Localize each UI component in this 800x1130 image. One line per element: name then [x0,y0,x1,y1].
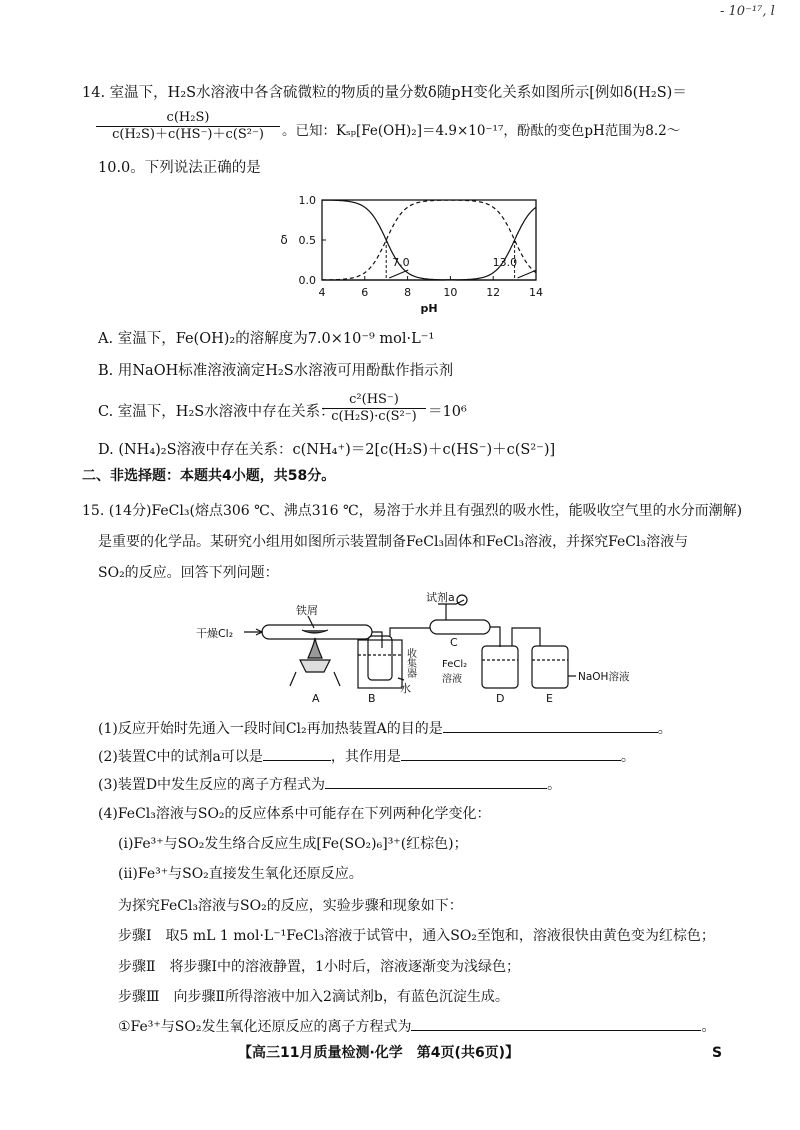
x-tick-label-8: 8 [404,286,412,299]
q14-fraction-denominator: c(H₂S)＋c(HS⁻)＋c(S²⁻) [96,126,280,143]
stand-leg-2 [334,672,340,686]
annotation-label-1: 13.0 [492,256,518,269]
q15-sub3-text: (3)装置D中发生反应的离子方程式为 [98,777,326,793]
q15-sub4: (4)FeCl₃溶液与SO₂的反应体系中可能存在下列两种化学变化： [98,806,491,822]
annotation-arrow-0 [389,270,408,278]
q15-line3: SO₂的反应。回答下列问题： [98,565,279,581]
q15-step3: 步骤Ⅲ 向步骤Ⅱ所得溶液中加入2滴试剂b，有蓝色沉淀生成。 [118,989,509,1005]
tube-b-to-c [390,628,430,636]
y-axis-label: δ [280,233,288,247]
tube-a [262,625,372,639]
y-tick-label-2: 1.0 [298,194,316,207]
q15-q4-1 [118,1016,715,1037]
label-naoh: NaOH溶液 [578,671,630,683]
x-tick-label-12: 12 [486,286,501,299]
q15-line1: 15. (14分)FeCl₃(熔点306 ℃、沸点316 ℃，易溶于水并且有强烈的吸水性，能吸收空气里的水分而潮解) [82,503,743,519]
q14-option-b: B. 用NaOH标准溶液滴定H₂S水溶液可用酚酞作指示剂 [98,363,454,379]
q15-intro: 为探究FeCl₃溶液与SO₂的反应，实验步骤和现象如下： [118,898,463,914]
label-c: C [450,636,458,649]
answer-blank-4-1[interactable] [411,1016,701,1031]
label-dry-cl2: 干燥Cl₂ [196,627,234,640]
q15-change-i: (ⅰ)Fe³⁺与SO₂发生络合反应生成[Fe(SO₂)₆]³⁺(红棕色)； [118,836,468,852]
iron-label-line [308,616,314,628]
tube-a-to-b [372,632,382,648]
water-pointer [398,678,404,680]
tube-c [430,620,490,634]
q14-option-c-fraction [322,392,426,425]
label-d: D [496,692,505,705]
q15-q4-1-text: ①Fe³⁺与SO₂发生氧化还原反应的离子方程式为 [118,1019,412,1035]
q14-option-c-suffix: ＝10⁶ [428,404,467,420]
q15-step1: 步骤Ⅰ 取5 mL 1 mol·L⁻¹FeCl₃溶液于试管中，通入SO₂至饱和，溶液很快由黄色变为红棕色； [118,928,715,944]
tube-d-out [512,628,540,646]
q15-sub1-text: (1)反应开始时先通入一段时间Cl₂再加热装置A的目的是 [98,721,443,737]
x-tick-label-10: 10 [443,286,458,299]
bottle-d [482,646,518,688]
x-tick-label-6: 6 [361,286,369,299]
annotation-label-0: 7.0 [392,256,410,269]
label-a: A [312,692,320,705]
period-3: 。 [547,777,562,793]
burner [300,660,330,672]
inlet-arrow-head [256,629,262,635]
label-fecl2-1: FeCl₂ [442,659,468,670]
label-e: E [546,692,553,705]
flame [308,638,322,658]
q15-change-ii: (ⅱ)Fe³⁺与SO₂直接发生氧化还原反应。 [118,866,363,882]
answer-blank-3[interactable] [325,774,547,789]
q15-sub1 [98,718,672,739]
annotation-arrow-1 [518,270,537,278]
y-tick-label-0: 0.0 [298,274,316,287]
reagent-a-bulb [457,595,467,605]
section-2-heading: 二、非选择题：本题共4小题，共58分。 [82,468,336,484]
q14-fraction [96,110,280,143]
series-line-0 [322,200,536,280]
label-b: B [368,692,376,705]
stand-leg-1 [290,672,296,686]
x-tick-label-4: 4 [318,286,326,299]
y-tick-label-1: 0.5 [298,234,316,247]
q14-option-d: D. (NH₄)₂S溶液中存在关系：c(NH₄⁺)＝2[c(H₂S)＋c(HS⁻)＋c(S²⁻)] [98,442,556,458]
q15-step2: 步骤Ⅱ 将步骤Ⅰ中的溶液静置，1小时后，溶液逐渐变为浅绿色； [118,959,520,975]
answer-blank-1[interactable] [443,718,658,733]
label-reagent-a: 试剂a [426,591,455,604]
chart-frame [322,200,536,280]
bottle-e [532,646,568,688]
page-footer: 【高三11月质量检测·化学 第4页(共6页)】 [238,1045,520,1061]
q14-option-a: A. 室温下，Fe(OH)₂的溶解度为7.0×10⁻⁹ mol·L⁻¹ [98,331,435,347]
answer-blank-2b[interactable] [401,746,621,761]
label-iron-filings: 铁屑 [296,604,318,617]
tube-c-to-d [490,627,500,647]
q15-sub2-text-a: (2)装置C中的试剂a可以是 [98,749,263,765]
period-2: 。 [620,749,635,765]
answer-blank-2a[interactable] [263,746,331,761]
q14-line2: 。已知：Kₛₚ[Fe(OH)₂]＝4.9×10⁻¹⁷，酚酞的变色pH范围为8.2～ [282,123,681,139]
footer-letter: S [712,1045,723,1061]
option-c-denominator: c(H₂S)·c(S²⁻) [322,408,426,425]
q14-line1: 14. 室温下，H₂S水溶液中各含硫微粒的物质的量分数δ随pH变化关系如图所示[例如δ(H₂S)＝ [82,85,687,101]
label-fecl2-2: 溶液 [442,674,462,685]
label-collector: 收集器 [404,648,416,678]
q15-sub2-text-b: ，其作用是 [330,749,401,765]
corner-note: - 10⁻¹⁷, l [720,4,775,19]
option-c-numerator: c²(HS⁻) [349,392,399,407]
q15-sub2 [98,746,635,767]
beaker-b [358,640,402,688]
series-line-1 [322,200,536,280]
x-axis-label: pH [420,302,438,315]
q15-sub3 [98,774,561,795]
collector-b [368,636,392,680]
q15-line2: 是重要的化学品。某研究小组用如图所示装置制备FeCl₃固体和FeCl₃溶液，并探究FeCl₃溶液与 [98,534,689,550]
x-tick-label-14: 14 [529,286,543,299]
funnel-c [438,600,464,620]
period-1: 。 [657,721,672,737]
q14-line3: 10.0。下列说法正确的是 [98,160,261,176]
series-line-2 [322,207,536,280]
period-4: 。 [701,1019,716,1035]
label-water: 水 [400,682,411,695]
q14-fraction-numerator: c(H₂S) [166,110,210,125]
q14-option-c-prefix: C. 室温下，H₂S水溶液中存在关系： [98,404,335,420]
iron-boat [302,630,328,633]
